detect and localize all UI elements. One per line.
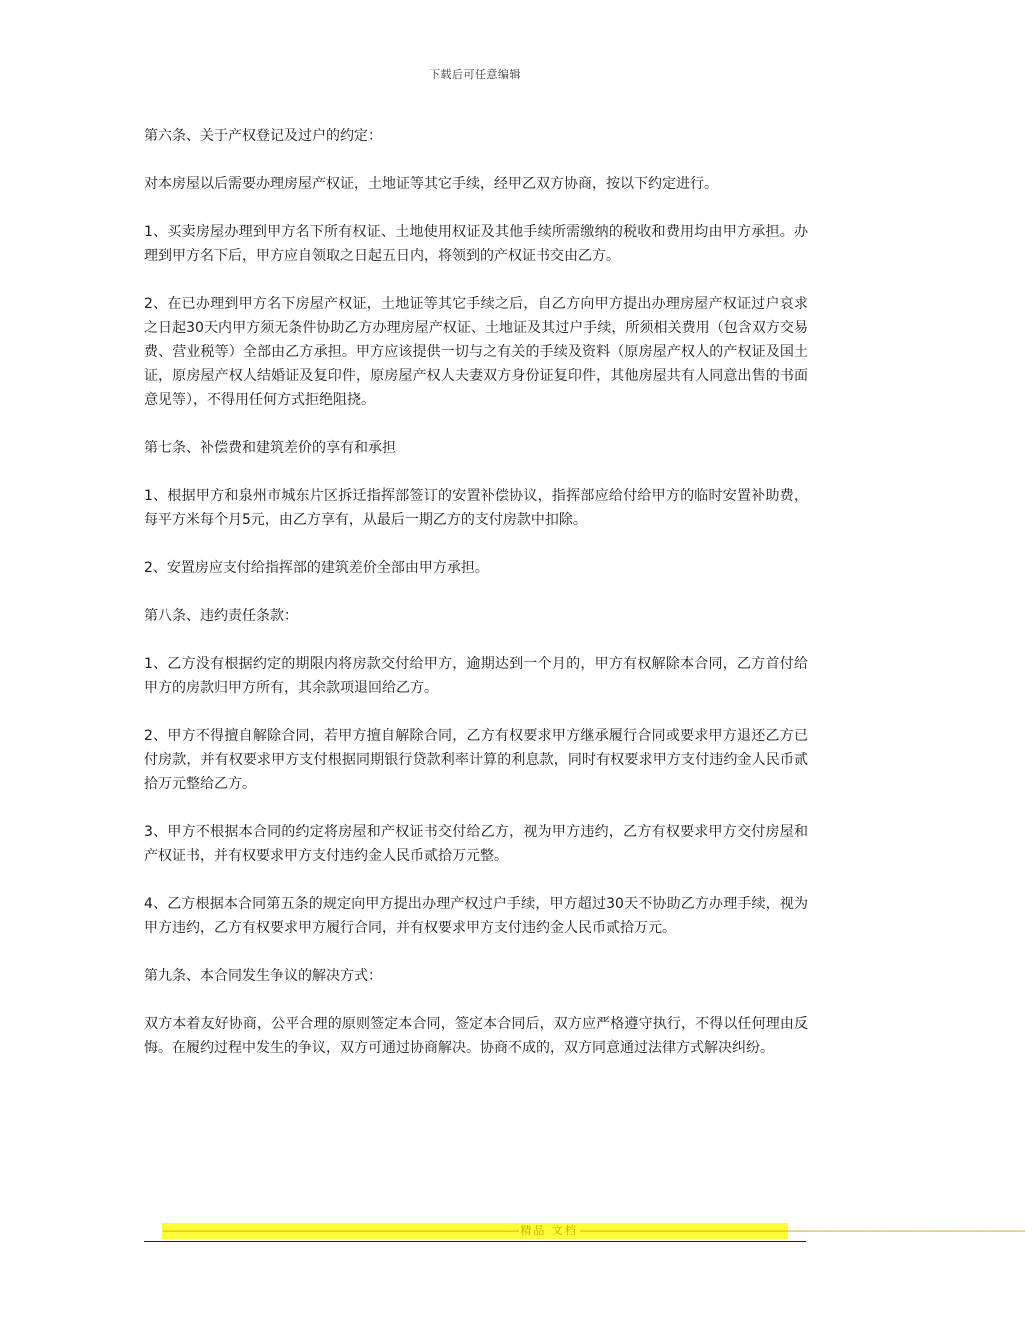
- section-6-item-2: 2、在已办理到甲方名下房屋产权证，土地证等其它手续之后，自乙方向甲方提出办理房屋产权证过户哀求之日起30天内甲方须无条件协助乙方办理房屋产权证、土地证及其过户手续，所须相关费用（包含双方交易费、营业税等）全部由乙方承担。甲方应该提供一切与之有关的手续及资料（原房屋产权人的产权证及国土证，原房屋产权人结婚证及复印件，原房屋产权人夫妻双方身份证复印件，其他房屋共有人同意出售的书面意见等），不得用任何方式拒绝阻挠。: [144, 296, 808, 408]
- footer-banner: [162, 1223, 1025, 1239]
- section-8-item-2: 2、甲方不得擅自解除合同，若甲方擅自解除合同，乙方有权要求甲方继承履行合同或要求甲方退还乙方已付房款，并有权要求甲方支付根据同期银行贷款利率计算的利息款，同时有权要求甲方支付违约金人民币贰拾万元整给乙方。: [144, 728, 808, 792]
- section-7-item-1: 1、根据甲方和泉州市城东片区拆迁指挥部签订的安置补偿协议，指挥部应给付给甲方的临时安置补助费，每平方米每个月5元，由乙方享有，从最后一期乙方的支付房款中扣除。: [144, 488, 808, 528]
- section-9-heading: 第九条、本合同发生争议的解决方式：: [144, 968, 382, 984]
- footer-divider: [144, 1241, 806, 1242]
- section-7-heading: 第七条、补偿费和建筑差价的享有和承担: [144, 440, 396, 456]
- document-body: [144, 124, 808, 1084]
- section-8-heading: 第八条、违约责任条款：: [144, 608, 298, 624]
- footer-dashes-right: ------------------------------------------------------------------------------------------------------------------------------------------------------: [579, 1224, 1025, 1237]
- section-6-heading: 第六条、关于产权登记及过户的约定：: [144, 128, 382, 144]
- section-8-item-3: 3、甲方不根据本合同的约定将房屋和产权证书交付给乙方，视为甲方违约，乙方有权要求甲方交付房屋和产权证书，并有权要求甲方支付违约金人民币贰拾万元整。: [144, 824, 808, 864]
- section-6-intro: 对本房屋以后需要办理房屋产权证，土地证等其它手续，经甲乙双方协商，按以下约定进行。: [144, 176, 718, 192]
- footer-dashes-left: ------------------------------------------------------------------------------------------------------------------------: [162, 1224, 519, 1237]
- section-8-item-1: 1、乙方没有根据约定的期限内将房款交付给甲方，逾期达到一个月的，甲方有权解除本合同，乙方首付给甲方的房款归甲方所有，其余款项退回给乙方。: [144, 656, 808, 696]
- section-7-item-2: 2、安置房应支付给指挥部的建筑差价全部由甲方承担。: [144, 560, 489, 576]
- page-header: 下载后可任意编辑: [429, 68, 521, 81]
- footer-label: 精品 文档: [520, 1224, 578, 1237]
- section-8-item-4: 4、乙方根据本合同第五条的规定向甲方提出办理产权过户手续，甲方超过30天不协助乙方办理手续，视为甲方违约，乙方有权要求甲方履行合同，并有权要求甲方支付违约金人民币贰拾万元。: [144, 896, 808, 936]
- section-9-body: 双方本着友好协商，公平合理的原则签定本合同，签定本合同后，双方应严格遵守执行，不得以任何理由反悔。在履约过程中发生的争议，双方可通过协商解决。协商不成的，双方同意通过法律方式解决纠纷。: [144, 1016, 808, 1056]
- section-6-item-1: 1、买卖房屋办理到甲方名下所有权证、土地使用权证及其他手续所需缴纳的税收和费用均由甲方承担。办理到甲方名下后，甲方应自领取之日起五日内，将领到的产权证书交由乙方。: [144, 224, 808, 264]
